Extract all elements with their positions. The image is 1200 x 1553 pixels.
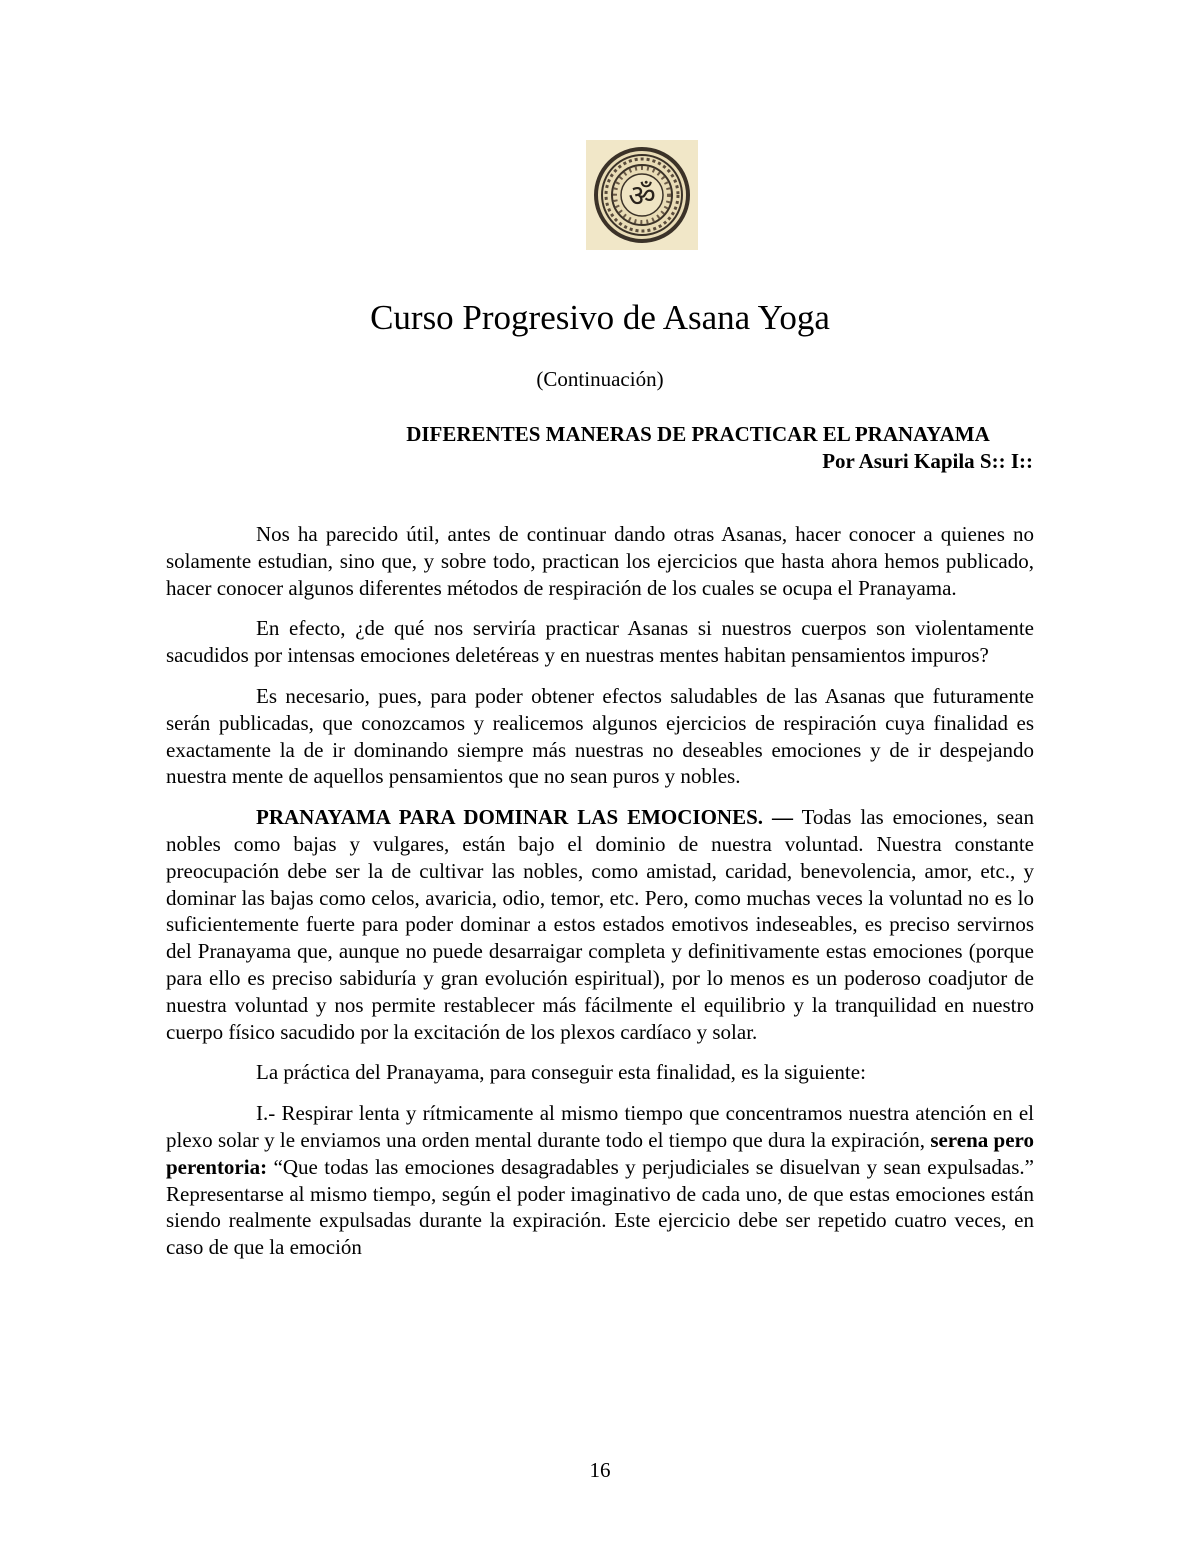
paragraph-necessity: Es necesario, pues, para poder obtener efectos saludables de las Asanas que futuramente serán publicadas, que conozcamos y realicemos algunos ejercicios de respiración cuya finalidad es exactamente la de ir dominando siempre más nuestras no deseables emociones y de ir despejando nuestra mente de aquellos pensamientos que no sean puros y nobles. bbox=[166, 683, 1034, 789]
document-title: Curso Progresivo de Asana Yoga bbox=[370, 298, 830, 337]
paragraph-intro: Nos ha parecido útil, antes de continuar dando otras Asanas, hacer conocer a quienes no solamente estudian, sino que, y sobre todo, practican los ejercicios que hasta ahora hemos publicado, hacer conocer algunos diferentes métodos de respiración de los cuales se ocupa el Pranayama. bbox=[166, 522, 1034, 600]
exercise-one-text-a: I.- Respirar lenta y rítmicamente al mismo tiempo que concentramos nuestra atención en el plexo solar y le enviamos una orden mental durante todo el tiempo que dura la expiración, bbox=[166, 1101, 1034, 1152]
om-seal-icon bbox=[586, 140, 698, 250]
document-subtitle: (Continuación) bbox=[536, 367, 664, 391]
svg-text:ॐ: ॐ bbox=[628, 179, 656, 214]
exercise-one-text-b: “Que todas las emociones desagradables y perjudiciales se disuelvan y sean expulsadas.” Representarse al mismo tiempo, según el poder imaginativo de cada uno, de que estas emociones están siendo realmente expulsadas durante la expiración. Este ejercicio debe ser repetido cuatro veces, en caso de que la emoción bbox=[166, 1154, 1034, 1260]
paragraph-exercise-one bbox=[166, 1100, 1034, 1261]
paragraph-emotions bbox=[166, 804, 1034, 1045]
body-text bbox=[166, 521, 1034, 1275]
paragraph-effect: En efecto, ¿de qué nos serviría practicar Asanas si nuestros cuerpos son violentamente sacudidos por intensas emociones deletéreas y en nuestras mentes habitan pensamientos impuros? bbox=[166, 616, 1034, 668]
section-heading: DIFERENTES MANERAS DE PRACTICAR EL PRANAYAMA bbox=[406, 422, 990, 446]
paragraph-practice: La práctica del Pranayama, para conseguir esta finalidad, es la siguiente: bbox=[256, 1060, 866, 1085]
page-number: 16 bbox=[589, 1458, 611, 1482]
paragraph-emotions-heading: PRANAYAMA PARA DOMINAR LAS EMOCIONES. — bbox=[256, 805, 793, 830]
author-line: Por Asuri Kapila S:: I:: bbox=[822, 449, 1033, 473]
exercise-one-emphasis: serena pero perentoria: bbox=[166, 1127, 1034, 1179]
paragraph-emotions-text: Todas las emociones, sean nobles como bajas y vulgares, están bajo el dominio de nuestra voluntad. Nuestra constante preocupación debe ser la de cultivar las nobles, como amistad, caridad, benevolencia, amor, etc., y dominar las bajas como celos, avaricia, odio, temor, etc. Pero, como muchas veces la voluntad no es lo suficientemente fuerte para poder dominar a estos estados emotivos indeseables, es preciso servirnos del Pranayama que, aunque no puede desarraigar completa y definitivamente estas emociones (porque para ello es preciso sabiduría y gran evolución espiritual), por lo menos es un poderoso coadjutor de nuestra voluntad y nos permite restablecer más fácilmente el equilibrio y la tranquilidad en nuestro cuerpo físico sacudido por la excitación de los plexos cardíaco y solar. bbox=[166, 805, 1034, 1044]
